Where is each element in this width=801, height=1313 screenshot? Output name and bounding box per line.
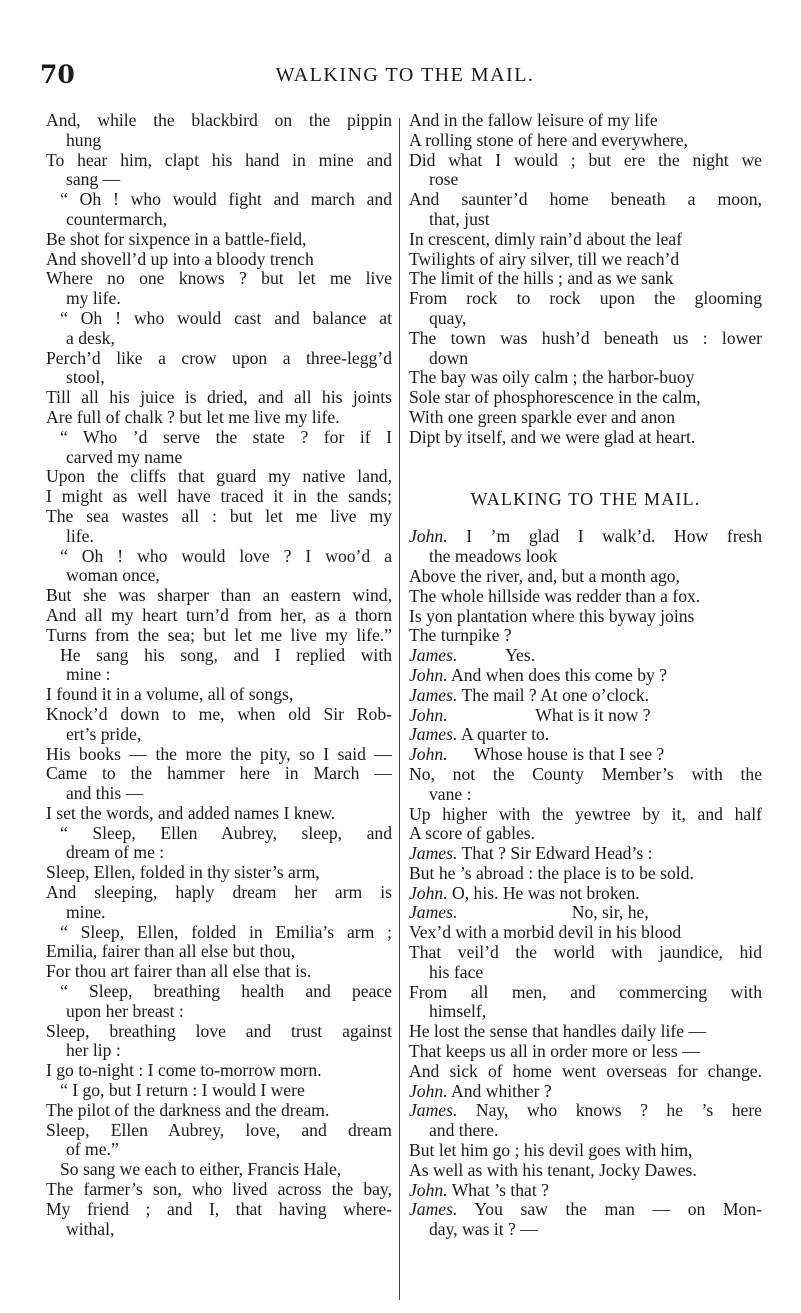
poem-line <box>46 705 392 725</box>
line-text: That keeps us all in order more or less — <box>409 1042 700 1062</box>
line-text: Nay, who knows ? he ’s here <box>475 1101 762 1121</box>
poem-line <box>46 784 392 804</box>
dialogue-line <box>409 903 762 923</box>
line-text: And sleeping, haply dream her arm is <box>46 883 392 903</box>
speaker-name: James. <box>409 903 458 923</box>
poem-line <box>46 824 392 844</box>
poem-line <box>46 487 392 507</box>
right-column <box>409 111 762 1240</box>
speaker-name: John. <box>409 1081 448 1101</box>
line-text: Sole star of phosphorescence in the calm, <box>409 388 701 408</box>
poem-line <box>409 289 762 309</box>
line-text: sang — <box>66 170 121 190</box>
line-text: of me.” <box>66 1140 119 1160</box>
line-text: “ Who ’d serve the state ? for if I <box>60 427 392 447</box>
line-text: A score of gables. <box>409 824 536 844</box>
line-text: I might as well have traced it in the sands; <box>46 487 392 507</box>
line-text: What is it now ? <box>452 705 651 725</box>
dialogue-line <box>409 587 762 607</box>
line-text: ert’s pride, <box>66 724 142 744</box>
line-text: the meadows look <box>429 547 558 567</box>
poem-line <box>46 1140 392 1160</box>
dialogue-line <box>409 785 762 805</box>
poem-line <box>46 349 392 369</box>
line-text: What ’s that ? <box>451 1180 549 1200</box>
line-text: Knock’d down to me, when old Sir Rob- <box>46 704 392 724</box>
poem-line <box>46 1002 392 1022</box>
poem-line <box>46 309 392 329</box>
speaker-name: James. <box>409 725 458 745</box>
line-text: “ Oh ! who would fight and march and <box>60 190 392 210</box>
line-text: vane : <box>429 784 472 804</box>
line-text: Came to the hammer here in March — <box>46 764 392 784</box>
dialogue-line <box>409 844 762 864</box>
poem-line <box>409 269 762 289</box>
line-text: Above the river, and, but a month ago, <box>409 566 680 586</box>
poem-line <box>46 1081 392 1101</box>
line-text: No, not the County Member’s with the <box>409 764 762 784</box>
line-text: But she was sharper than an eastern wind, <box>46 586 392 606</box>
line-text: Emilia, fairer than all else but thou, <box>46 942 296 962</box>
line-text: Turns from the sea; but let me live my life.” <box>46 625 392 645</box>
line-text: With one green sparkle ever and anon <box>409 407 676 427</box>
poem-line <box>46 863 392 883</box>
poem-line <box>409 111 762 131</box>
speaker-name: James. <box>409 685 458 705</box>
speaker-name: James. <box>409 1101 458 1121</box>
line-text: A rolling stone of here and everywhere, <box>409 130 688 150</box>
dialogue-line <box>409 1042 762 1062</box>
poem-line <box>46 210 392 230</box>
dialogue-line <box>409 745 762 765</box>
line-text: And shovell’d up into a bloody trench <box>46 249 314 269</box>
dialogue-line <box>409 1062 762 1082</box>
line-text: his face <box>429 962 484 982</box>
poem-line <box>409 388 762 408</box>
poem-line <box>46 250 392 270</box>
dialogue-line <box>409 607 762 627</box>
poem-line <box>46 269 392 289</box>
line-text: That ? Sir Edward Head’s : <box>461 844 653 864</box>
dialogue-line <box>409 1200 762 1220</box>
poem-line <box>46 388 392 408</box>
dialogue <box>409 527 762 1240</box>
poem-line <box>46 1160 392 1180</box>
line-text: “ Oh ! who would cast and balance at <box>60 308 392 328</box>
line-text: countermarch, <box>66 209 168 229</box>
line-text: The turnpike ? <box>409 626 512 646</box>
line-text: Upon the cliffs that guard my native land, <box>46 467 392 487</box>
line-text: My friend ; and I, that having where- <box>46 1199 392 1219</box>
speaker-name: John. <box>409 745 448 765</box>
poem-line <box>46 804 392 824</box>
dialogue-line <box>409 983 762 1003</box>
poem-line <box>409 368 762 388</box>
line-text: No, sir, he, <box>461 903 649 923</box>
speaker-name: James. <box>409 1200 458 1220</box>
poem-continuation <box>409 111 762 448</box>
line-text: I found it in a volume, all of songs, <box>46 685 294 705</box>
speaker-name: John. <box>409 1180 448 1200</box>
line-text: quay, <box>429 308 467 328</box>
line-text: stool, <box>66 368 105 388</box>
poem-line <box>46 151 392 171</box>
line-text: In crescent, dimly rain’d about the leaf <box>409 229 683 249</box>
poem-line <box>409 230 762 250</box>
line-text: He lost the sense that handles daily life — <box>409 1022 707 1042</box>
poem-line <box>409 349 762 369</box>
line-text: The sea wastes all : but let me live my <box>46 506 392 526</box>
line-text: So sang we each to either, Francis Hale, <box>60 1160 342 1180</box>
poem-line <box>409 151 762 171</box>
poem-line <box>46 467 392 487</box>
line-text: that, just <box>429 209 490 229</box>
column-divider <box>399 118 400 1300</box>
page-header <box>40 60 770 90</box>
line-text: But he ’s abroad : the place is to be sold. <box>409 863 694 883</box>
line-text: From all men, and commercing with <box>409 982 762 1002</box>
dialogue-line <box>409 963 762 983</box>
line-text: O, his. He was not broken. <box>452 883 640 903</box>
poem-line <box>46 883 392 903</box>
line-text: Is yon plantation where this byway joins <box>409 606 695 626</box>
line-text: my life. <box>66 289 121 309</box>
poem-line <box>46 626 392 646</box>
poem-line <box>46 190 392 210</box>
poem-line <box>46 131 392 151</box>
line-text: down <box>429 348 469 368</box>
dialogue-line <box>409 1002 762 1022</box>
speaker-name: John. <box>409 883 448 903</box>
line-text: Vex’d with a morbid devil in his blood <box>409 923 682 943</box>
line-text: Sleep, breathing love and trust against <box>46 1021 392 1041</box>
line-text: Dipt by itself, and we were glad at heart. <box>409 427 696 447</box>
dialogue-line <box>409 527 762 547</box>
dialogue-line <box>409 824 762 844</box>
line-text: I ’m glad I walk’d. How fresh <box>466 527 762 547</box>
line-text: mine : <box>66 665 111 685</box>
poem-line <box>46 982 392 1002</box>
speaker-name: James. <box>409 646 458 666</box>
dialogue-line <box>409 1022 762 1042</box>
line-text: carved my name <box>66 447 183 467</box>
line-text: Till all his juice is dried, and all his joints <box>46 388 392 408</box>
line-text: The limit of the hills ; and as we sank <box>409 269 674 289</box>
line-text: He sang his song, and I replied with <box>60 645 392 665</box>
poem-line <box>46 368 392 388</box>
poem-line <box>46 745 392 765</box>
speaker-name: James. <box>409 844 458 864</box>
line-text: I go to-night : I come to-morrow morn. <box>46 1061 322 1081</box>
line-text: For thou art fairer than all else that is. <box>46 962 312 982</box>
line-text: The mail ? At one o’clock. <box>461 685 650 705</box>
poem-line <box>46 1220 392 1240</box>
line-text: The pilot of the darkness and the dream. <box>46 1100 330 1120</box>
poem-line <box>46 111 392 131</box>
poem-line <box>409 428 762 448</box>
poem-line <box>46 1180 392 1200</box>
poem-line <box>46 428 392 448</box>
poem-line <box>46 903 392 923</box>
line-text: “ Sleep, Ellen, folded in Emilia’s arm ; <box>60 922 392 942</box>
line-text: a desk, <box>66 328 115 348</box>
dialogue-line <box>409 943 762 963</box>
dialogue-line <box>409 765 762 785</box>
poem-line <box>46 1200 392 1220</box>
line-text: And saunter’d home beneath a moon, <box>409 190 762 210</box>
running-head: WALKING TO THE MAIL. <box>275 64 535 86</box>
poem-line <box>46 606 392 626</box>
line-text: And all my heart turn’d from her, as a thorn <box>46 605 392 625</box>
poem-line <box>409 131 762 151</box>
dialogue-line <box>409 666 762 686</box>
line-text: The town was hush’d beneath us : lower <box>409 328 762 348</box>
poem-line <box>46 507 392 527</box>
dialogue-line <box>409 725 762 745</box>
line-text: That veil’d the world with jaundice, hid <box>409 943 762 963</box>
poem-line <box>46 646 392 666</box>
dialogue-line <box>409 1181 762 1201</box>
poem-line <box>46 408 392 428</box>
poem-line <box>46 942 392 962</box>
line-text: Sleep, Ellen, folded in thy sister’s arm, <box>46 863 320 883</box>
line-text: And in the fallow leisure of my life <box>409 111 658 130</box>
line-text: I set the words, and added names I knew. <box>46 803 336 823</box>
dialogue-line <box>409 1082 762 1102</box>
dialogue-line <box>409 567 762 587</box>
speaker-name: John. <box>409 705 448 725</box>
poem-line <box>409 250 762 270</box>
dialogue-line <box>409 1220 762 1240</box>
line-text: To hear him, clapt his hand in mine and <box>46 150 392 170</box>
poem-line <box>46 843 392 863</box>
left-column <box>46 111 392 1239</box>
line-text: Where no one knows ? but let me live <box>46 269 392 289</box>
line-text: himself, <box>429 1002 487 1022</box>
line-text: Twilights of airy silver, till we reach’d <box>409 249 680 269</box>
dialogue-line <box>409 1101 762 1121</box>
line-text: life. <box>66 526 94 546</box>
poem-line <box>46 289 392 309</box>
poem-line <box>46 230 392 250</box>
poem-line <box>409 210 762 230</box>
dialogue-line <box>409 923 762 943</box>
line-text: And sick of home went overseas for change. <box>409 1061 762 1081</box>
line-text: dream of me : <box>66 843 165 863</box>
line-text: And whither ? <box>451 1081 552 1101</box>
dialogue-line <box>409 706 762 726</box>
line-text: Up higher with the yewtree by it, and half <box>409 804 762 824</box>
dialogue-line <box>409 805 762 825</box>
line-text: His books — the more the pity, so I said — <box>46 744 392 764</box>
line-text: Yes. <box>461 646 536 666</box>
poem-line <box>46 764 392 784</box>
poem-line <box>46 665 392 685</box>
line-text: The whole hillside was redder than a fox. <box>409 586 701 606</box>
line-text: A quarter to. <box>460 725 550 745</box>
poem-line <box>46 685 392 705</box>
speaker-name: John. <box>409 527 448 547</box>
poem-line <box>46 527 392 547</box>
line-text: Whose house is that I see ? <box>452 745 665 765</box>
poem-line <box>46 1022 392 1042</box>
dialogue-line <box>409 646 762 666</box>
line-text: rose <box>429 170 459 190</box>
line-text: And, while the blackbird on the pippin <box>46 111 392 130</box>
poem-line <box>46 725 392 745</box>
poem-line <box>46 547 392 567</box>
line-text: hung <box>66 130 102 150</box>
line-text: “ Sleep, breathing health and peace <box>60 982 392 1002</box>
dialogue-line <box>409 1121 762 1141</box>
dialogue-line <box>409 686 762 706</box>
dialogue-line <box>409 1141 762 1161</box>
poem-line <box>409 309 762 329</box>
poem-line <box>46 962 392 982</box>
line-text: Be shot for sixpence in a battle-field, <box>46 229 307 249</box>
poem-line <box>409 170 762 190</box>
line-text: her lip : <box>66 1041 121 1061</box>
poem-line <box>409 408 762 428</box>
poem-line <box>46 1041 392 1061</box>
line-text: and there. <box>429 1121 499 1141</box>
line-text: “ I go, but I return : I would I were <box>60 1081 305 1101</box>
poem-line <box>46 170 392 190</box>
dialogue-line <box>409 884 762 904</box>
dialogue-line <box>409 626 762 646</box>
line-text: Did what I would ; but ere the night we <box>409 150 762 170</box>
poem-line <box>46 1121 392 1141</box>
line-text: “ Sleep, Ellen Aubrey, sleep, and <box>60 823 392 843</box>
line-text: And when does this come by ? <box>451 665 668 685</box>
poem-line <box>409 190 762 210</box>
poem-line <box>46 566 392 586</box>
line-text: As well as with his tenant, Jocky Dawes. <box>409 1160 697 1180</box>
line-text: From rock to rock upon the glooming <box>409 289 762 309</box>
line-text: You saw the man — on Mon- <box>474 1200 762 1220</box>
poem-line <box>46 448 392 468</box>
line-text: Are full of chalk ? but let me live my life. <box>46 407 340 427</box>
poem-line <box>46 329 392 349</box>
line-text: Perch’d like a crow upon a three-legg’d <box>46 348 392 368</box>
section-title: WALKING TO THE MAIL. <box>470 488 701 509</box>
line-text: mine. <box>66 902 106 922</box>
line-text: “ Oh ! who would love ? I woo’d a <box>60 546 392 566</box>
speaker-name: John. <box>409 665 448 685</box>
line-text: and this — <box>66 784 144 804</box>
line-text: withal, <box>66 1219 115 1239</box>
line-text: The farmer’s son, who lived across the bay, <box>46 1180 392 1200</box>
dialogue-line <box>409 547 762 567</box>
line-text: upon her breast : <box>66 1001 184 1021</box>
line-text: Sleep, Ellen Aubrey, love, and dream <box>46 1120 392 1140</box>
poem-line <box>46 1101 392 1121</box>
page-number: 70 <box>40 60 75 89</box>
poem-line <box>46 923 392 943</box>
dialogue-line <box>409 1161 762 1181</box>
line-text: But let him go ; his devil goes with him, <box>409 1141 693 1161</box>
poem-line <box>46 1061 392 1081</box>
poem-line <box>46 586 392 606</box>
line-text: day, was it ? — <box>429 1220 538 1240</box>
poem-line <box>409 329 762 349</box>
line-text: woman once, <box>66 566 160 586</box>
line-text: The bay was oily calm ; the harbor-buoy <box>409 368 695 388</box>
dialogue-line <box>409 864 762 884</box>
